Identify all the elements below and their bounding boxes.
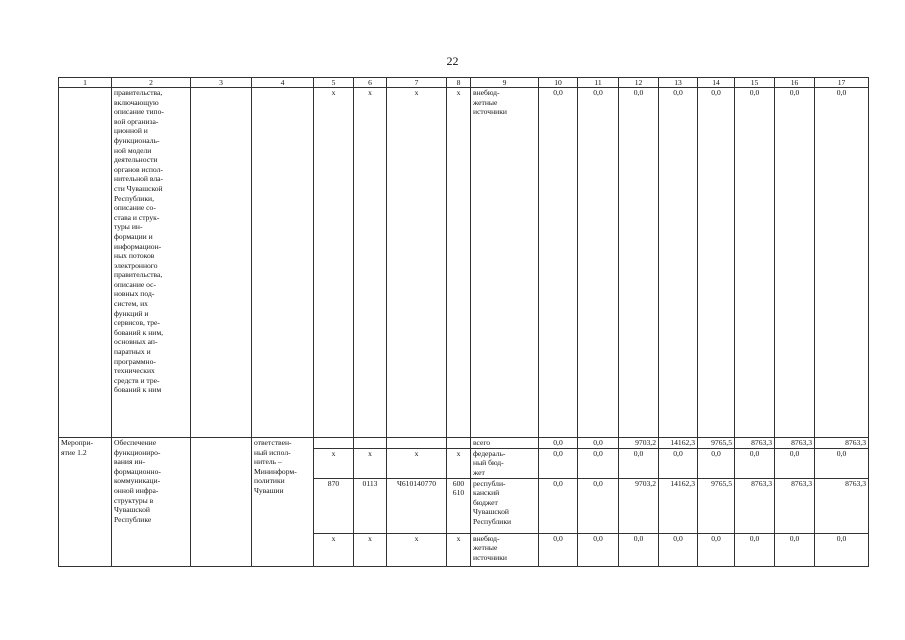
cell-code: х [447, 88, 471, 438]
cell-code [314, 438, 354, 449]
cell-value: 0,0 [815, 448, 869, 478]
table-row [59, 88, 869, 438]
cell-value: 8763,3 [775, 438, 815, 449]
column-number: 6 [354, 78, 387, 88]
cell-description: правительства, включающую описание типо- вой организа- ционной и функциональ- ной модели деятельности органов испол- нительной вла- сти Чувашской Республики, описание со- става и струк- туры ин- формации и информацион- ных потоков электронного правительства, описание ос- новных под- систем, их функций и сервисов, тре- бований к ним, основных ап- паратных и программно- технических средств и тре- бований к ним [112, 88, 191, 438]
column-number-row [59, 78, 869, 88]
cell-event: Меропри- ятие 1.2 [59, 438, 112, 567]
cell-code: х [314, 533, 354, 566]
cell-value: 14162,3 [659, 478, 698, 533]
cell-value: 0,0 [735, 88, 775, 438]
cell-value: 0,0 [578, 438, 619, 449]
cell-value: 0,0 [735, 448, 775, 478]
cell-value: 0,0 [539, 478, 578, 533]
column-number: 10 [539, 78, 578, 88]
page-number: 22 [446, 54, 459, 68]
cell-source: республи- канский бюджет Чувашской Республики [471, 478, 539, 533]
cell-value: 0,0 [659, 88, 698, 438]
cell-value: 0,0 [578, 448, 619, 478]
cell-code: х [314, 88, 354, 438]
cell-code: х [387, 533, 447, 566]
column-number: 14 [698, 78, 735, 88]
column-number: 5 [314, 78, 354, 88]
cell-value: 0,0 [619, 533, 659, 566]
cell-value: 8763,3 [815, 478, 869, 533]
cell-executor [252, 88, 314, 438]
cell-value: 8763,3 [775, 478, 815, 533]
cell-value: 0,0 [659, 448, 698, 478]
cell-executor: ответствен- ный испол- нитель – Мининформ- политики Чувашии [252, 438, 314, 567]
column-number: 17 [815, 78, 869, 88]
cell-code [387, 438, 447, 449]
cell-value: 9703,2 [619, 438, 659, 449]
cell-code: х [354, 448, 387, 478]
cell-value: 0,0 [815, 88, 869, 438]
cell-code: х [354, 88, 387, 438]
column-number: 13 [659, 78, 698, 88]
cell-code: х [314, 448, 354, 478]
column-number: 15 [735, 78, 775, 88]
cell-code [447, 438, 471, 449]
column-number: 11 [578, 78, 619, 88]
cell-value: 9765,5 [698, 478, 735, 533]
cell-value: 0,0 [815, 533, 869, 566]
cell-code: 600 610 [447, 478, 471, 533]
cell-value: 0,0 [735, 533, 775, 566]
cell-value: 0,0 [578, 478, 619, 533]
cell-source: внебюд- жетные источники [471, 533, 539, 566]
cell-code: х [387, 88, 447, 438]
cell-value: 0,0 [775, 88, 815, 438]
cell-code: Ч610140770 [387, 478, 447, 533]
cell-empty [191, 438, 252, 567]
column-number: 7 [387, 78, 447, 88]
cell-description: Обеспечение функциониро- вания ин- формационно- коммуникаци- онной инфра- структуры в Чувашской Республике [112, 438, 191, 567]
cell-code [354, 438, 387, 449]
cell-value: 0,0 [578, 88, 619, 438]
column-number: 3 [191, 78, 252, 88]
cell-code: х [354, 533, 387, 566]
column-number: 8 [447, 78, 471, 88]
cell-code: х [447, 533, 471, 566]
cell-empty [191, 88, 252, 438]
cell-value: 0,0 [698, 533, 735, 566]
cell-code: 0113 [354, 478, 387, 533]
cell-value: 0,0 [698, 448, 735, 478]
column-number: 4 [252, 78, 314, 88]
cell-value: 0,0 [698, 88, 735, 438]
cell-value: 0,0 [539, 88, 578, 438]
cell-source: всего [471, 438, 539, 449]
cell-code: 870 [314, 478, 354, 533]
cell-value: 0,0 [578, 533, 619, 566]
column-number: 9 [471, 78, 539, 88]
column-number: 16 [775, 78, 815, 88]
cell-value: 9703,2 [619, 478, 659, 533]
cell-value: 0,0 [775, 533, 815, 566]
budget-table [58, 77, 869, 567]
cell-value: 9765,5 [698, 438, 735, 449]
column-number: 1 [59, 78, 112, 88]
cell-value: 8763,3 [735, 478, 775, 533]
cell-value: 0,0 [659, 533, 698, 566]
cell-code: х [387, 448, 447, 478]
cell-source: внебюд- жетные источники [471, 88, 539, 438]
column-number: 2 [112, 78, 191, 88]
table-row [59, 438, 869, 449]
cell-source: федераль- ный бюд- жет [471, 448, 539, 478]
cell-value: 0,0 [539, 438, 578, 449]
cell-value: 14162,3 [659, 438, 698, 449]
cell-event [59, 88, 112, 438]
cell-value: 0,0 [539, 533, 578, 566]
cell-value: 0,0 [539, 448, 578, 478]
cell-value: 0,0 [619, 88, 659, 438]
cell-value: 8763,3 [735, 438, 775, 449]
cell-value: 0,0 [775, 448, 815, 478]
column-number: 12 [619, 78, 659, 88]
cell-value: 0,0 [619, 448, 659, 478]
cell-code: х [447, 448, 471, 478]
cell-value: 8763,3 [815, 438, 869, 449]
